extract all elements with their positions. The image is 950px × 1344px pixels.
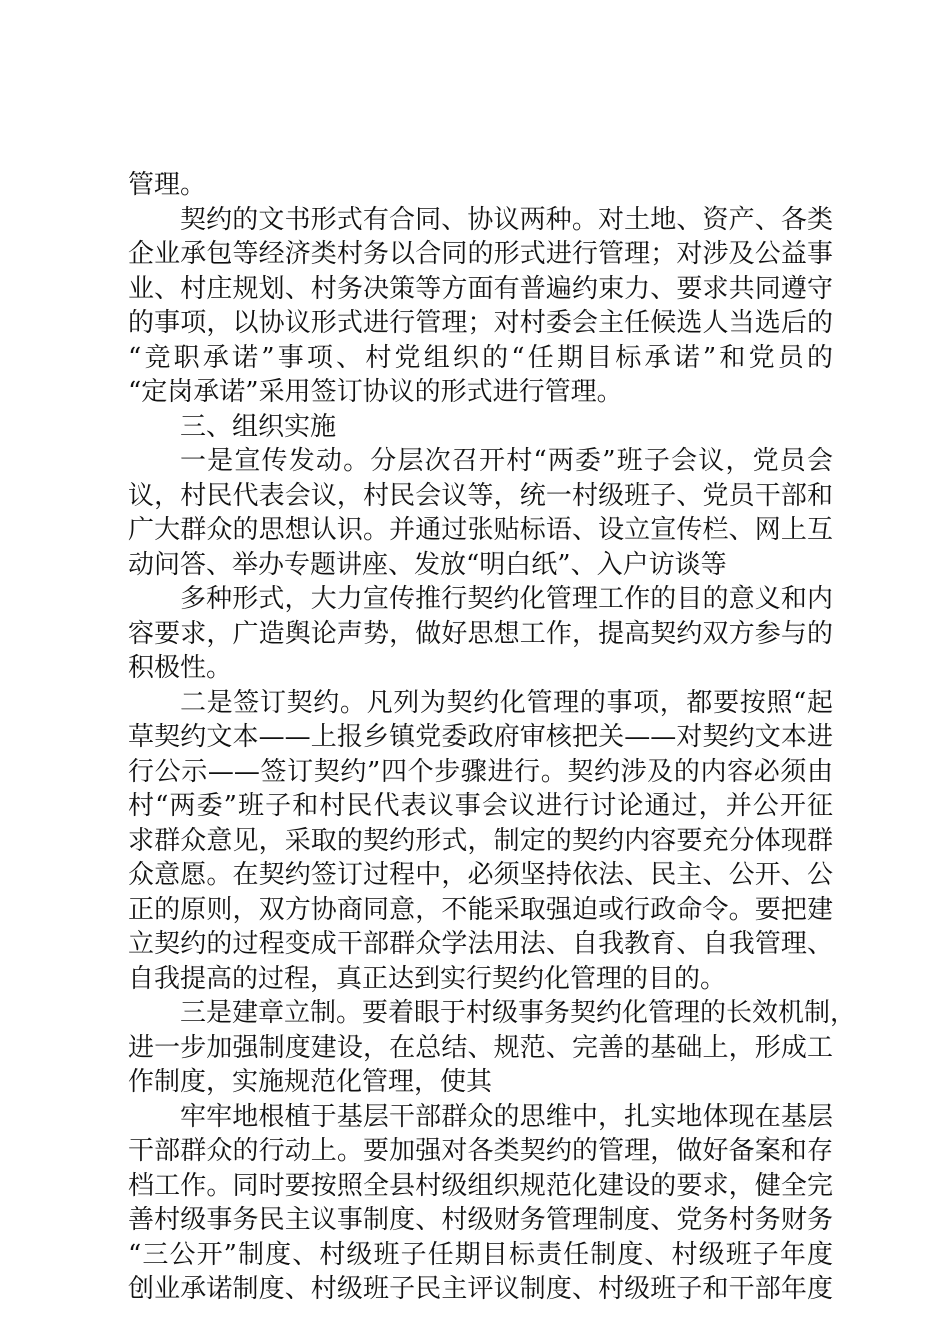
text-line: “三公开”制度、村级班子任期目标责任制度、村级班子年度 [128,1239,833,1270]
text-line: 立契约的过程变成干部群众学法用法、自我教育、自我管理、 [128,929,833,959]
text-line: “竞职承诺”事项、村党组织的“任期目标承诺”和党员的 [128,342,833,373]
text-line: 容要求，广造舆论声势，做好思想工作，提高契约双方参与的 [128,618,833,649]
document-body [128,168,857,1307]
text-line: 作制度，实施规范化管理，使其 [128,1067,493,1097]
text-line: 善村级事务民主议事制度、村级财务管理制度、党务村务财务 [128,1205,833,1235]
text-line: 动问答、举办专题讲座、发放“明白纸”、入户访谈等 [128,549,727,580]
text-line: 业、村庄规划、村务决策等方面有普遍约束力、要求共同遵守 [128,273,833,304]
text-line: 契约的文书形式有合同、协议两种。对土地、资产、各类 [180,204,833,235]
text-line: 牢牢地根植于基层干部群众的思维中，扎实地体现在基层 [180,1101,833,1132]
text-line: 干部群众的行动上。要加强对各类契约的管理，做好备案和存 [128,1136,833,1166]
text-line: 求群众意见，采取的契约形式，制定的契约内容要充分体现群 [128,825,833,856]
text-line: 村“两委”班子和村民代表议事会议进行讨论通过，并公开征 [128,791,833,821]
text-line: 企业承包等经济类村务以合同的形式进行管理；对涉及公益事 [128,239,833,269]
text-line: 三是建章立制。要着眼于村级事务契约化管理的长效机制， [180,998,857,1028]
text-line: 档工作。同时要按照全县村级组织规范化建设的要求，健全完 [128,1170,833,1201]
text-line: 多种形式，大力宣传推行契约化管理工作的目的意义和内 [180,584,833,614]
text-line: 自我提高的过程，真正达到实行契约化管理的目的。 [128,963,727,994]
section-heading: 三、组织实施 [180,411,337,442]
text-line: “定岗承诺”采用签订协议的形式进行管理。 [128,377,623,407]
text-line: 的事项，以协议形式进行管理；对村委会主任候选人当选后的 [128,308,833,338]
text-line: 创业承诺制度、村级班子民主评议制度、村级班子和干部年度 [128,1274,833,1304]
text-line: 一是宣传发动。分层次召开村“两委”班子会议，党员会 [180,446,833,476]
text-line: 众意愿。在契约签订过程中，必须坚持依法、民主、公开、公 [128,860,833,890]
text-line: 广大群众的思想认识。并通过张贴标语、设立宣传栏、网上互 [128,515,833,545]
text-line: 进一步加强制度建设，在总结、规范、完善的基础上，形成工 [128,1032,833,1063]
text-line: 正的原则，双方协商同意，不能采取强迫或行政命令。要把建 [128,894,833,925]
text-line: 积极性。 [128,653,233,683]
text-line: 议，村民代表会议，村民会议等，统一村级班子、党员干部和 [128,480,833,511]
text-line: 管理。 [128,170,207,200]
text-line: 二是签订契约。凡列为契约化管理的事项，都要按照“起 [180,687,833,718]
text-line: 行公示——签订契约”四个步骤进行。契约涉及的内容必须由 [128,756,833,787]
text-line: 草契约文本——上报乡镇党委政府审核把关——对契约文本进 [128,722,833,752]
